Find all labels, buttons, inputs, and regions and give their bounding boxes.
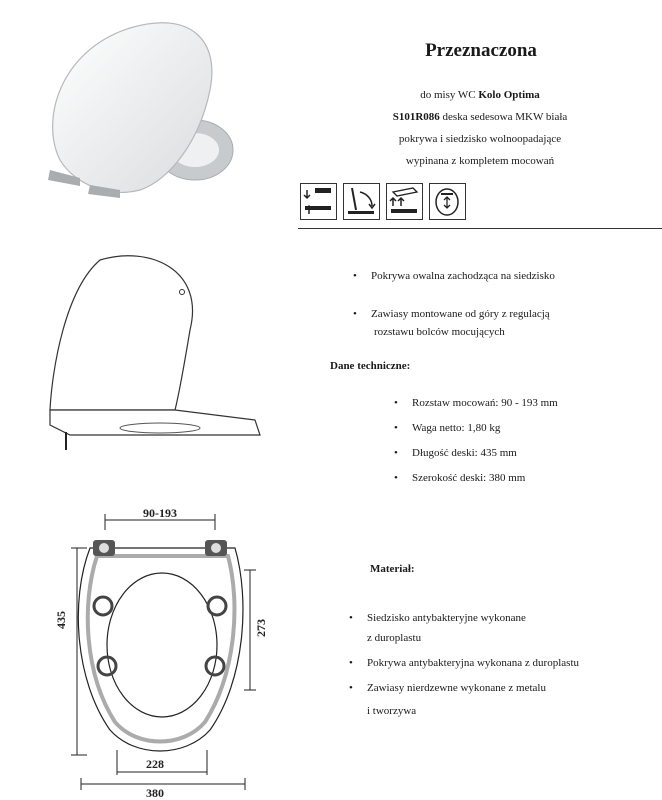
material-item-cont: i tworzywa: [367, 705, 417, 717]
quick-release-icon: [386, 183, 423, 220]
dim-bolt-spacing: 90-193: [143, 506, 177, 520]
divider: [298, 228, 662, 229]
product-photo: [20, 10, 240, 210]
intro-line-2: S101R086 deska sedesowa MKW biała: [392, 111, 568, 123]
tech-item: • Długość deski: 435 mm: [394, 447, 517, 459]
material-heading: Materiał:: [370, 563, 415, 575]
material-item-cont: z duroplastu: [367, 632, 422, 644]
intro-line-3: pokrywa i siedzisko wolnoopadające: [398, 133, 562, 145]
tech-item: • Rozstaw mocowań: 90 - 193 mm: [394, 397, 558, 409]
dim-inner: 273: [254, 619, 268, 637]
intro-line-4: wypinana z kompletem mocowań: [405, 155, 555, 167]
tech-item: • Szerokość deski: 380 mm: [394, 472, 526, 484]
material-item: • Zawiasy nierdzewne wykonane z metalu: [349, 682, 546, 694]
feature-item: • Pokrywa owalna zachodząca na siedzisko: [353, 270, 555, 282]
material-item: • Pokrywa antybakteryjna wykonana z duroplastu: [349, 657, 579, 669]
dim-width: 380: [146, 786, 164, 800]
dim-seat-width: 228: [146, 757, 164, 771]
feature-icons: [300, 183, 466, 220]
dimension-drawing: [45, 500, 280, 800]
dim-length: 435: [54, 611, 68, 629]
bolt-mounting-icon: [300, 183, 337, 220]
side-view-drawing: [30, 250, 270, 460]
intro-line-1: do misy WC Kolo Optima: [420, 89, 540, 101]
page-title: Przeznaczona: [425, 40, 537, 61]
seat-adjust-icon: [429, 183, 466, 220]
material-item: • Siedzisko antybakteryjne wykonane: [349, 612, 526, 624]
feature-item-cont: rozstawu bolców mocujących: [374, 326, 505, 338]
tech-heading: Dane techniczne:: [330, 360, 411, 372]
soft-close-icon: [343, 183, 380, 220]
tech-item: • Waga netto: 1,80 kg: [394, 422, 501, 434]
feature-item: • Zawiasy montowane od góry z regulacją: [353, 308, 550, 320]
